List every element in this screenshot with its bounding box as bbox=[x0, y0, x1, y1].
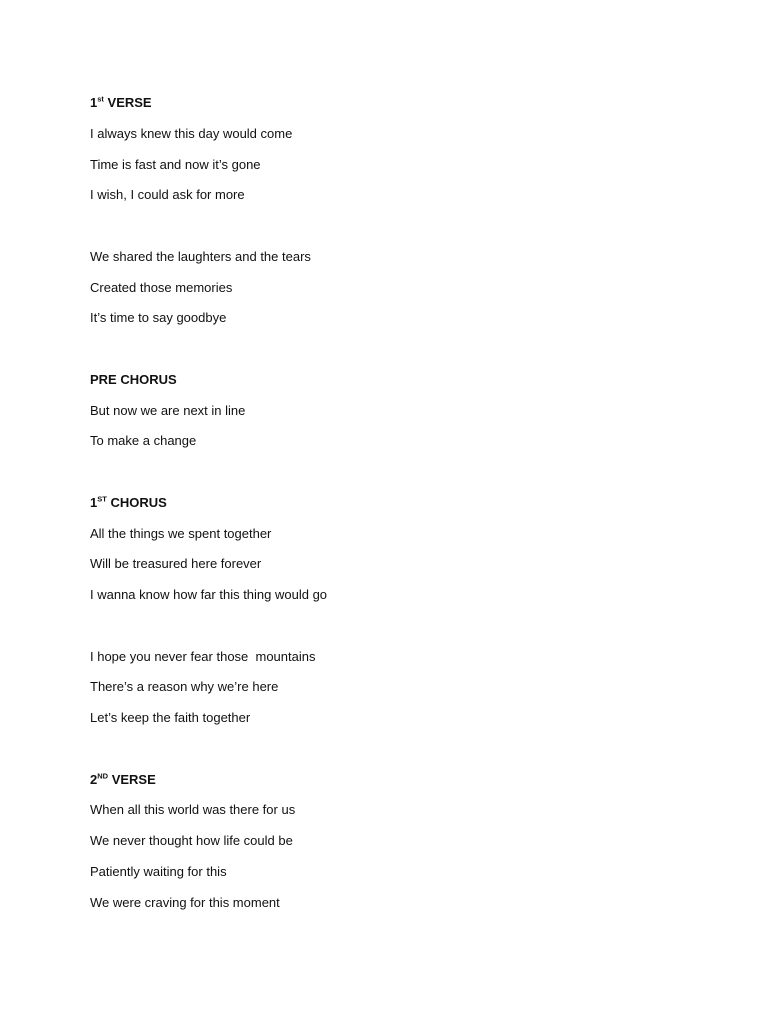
lyric-line: Will be treasured here forever bbox=[90, 556, 262, 571]
verse-1-heading bbox=[90, 95, 152, 111]
chorus-1-heading-number: 1 bbox=[90, 495, 98, 510]
verse-2-heading-ordinal: ND bbox=[97, 771, 109, 781]
chorus-1-heading-label: CHORUS bbox=[106, 495, 167, 510]
pre-chorus-heading: PRE CHORUS bbox=[90, 372, 177, 387]
lyric-line: Patiently waiting for this bbox=[90, 864, 227, 879]
verse-1-heading-label: VERSE bbox=[103, 95, 152, 110]
lyric-line: Let’s keep the faith together bbox=[90, 710, 251, 725]
verse-1-heading-number: 1 bbox=[90, 95, 98, 110]
chorus-1-heading bbox=[90, 495, 167, 511]
lyric-line: I hope you never fear those mountains bbox=[90, 649, 316, 664]
lyric-line: But now we are next in line bbox=[90, 403, 246, 418]
lyric-line: We never thought how life could be bbox=[90, 833, 293, 848]
lyric-line: All the things we spent together bbox=[90, 526, 272, 541]
lyric-line: Time is fast and now it’s gone bbox=[90, 157, 261, 172]
verse-1-heading-ordinal: st bbox=[97, 94, 104, 104]
lyric-line: I wanna know how far this thing would go bbox=[90, 587, 328, 602]
lyric-line: We shared the laughters and the tears bbox=[90, 249, 311, 264]
lyric-line: When all this world was there for us bbox=[90, 802, 296, 817]
verse-2-heading-label: VERSE bbox=[108, 772, 156, 787]
verse-2-heading-number: 2 bbox=[90, 772, 98, 787]
lyric-line: I always knew this day would come bbox=[90, 126, 293, 141]
lyric-line: It’s time to say goodbye bbox=[90, 310, 227, 325]
lyric-line: To make a change bbox=[90, 433, 197, 448]
lyric-line: There’s a reason why we’re here bbox=[90, 679, 279, 694]
lyric-line: I wish, I could ask for more bbox=[90, 187, 245, 202]
verse-2-heading bbox=[90, 772, 156, 788]
lyric-line: We were craving for this moment bbox=[90, 895, 280, 910]
chorus-1-heading-ordinal: ST bbox=[97, 494, 107, 504]
lyric-line: Created those memories bbox=[90, 280, 233, 295]
